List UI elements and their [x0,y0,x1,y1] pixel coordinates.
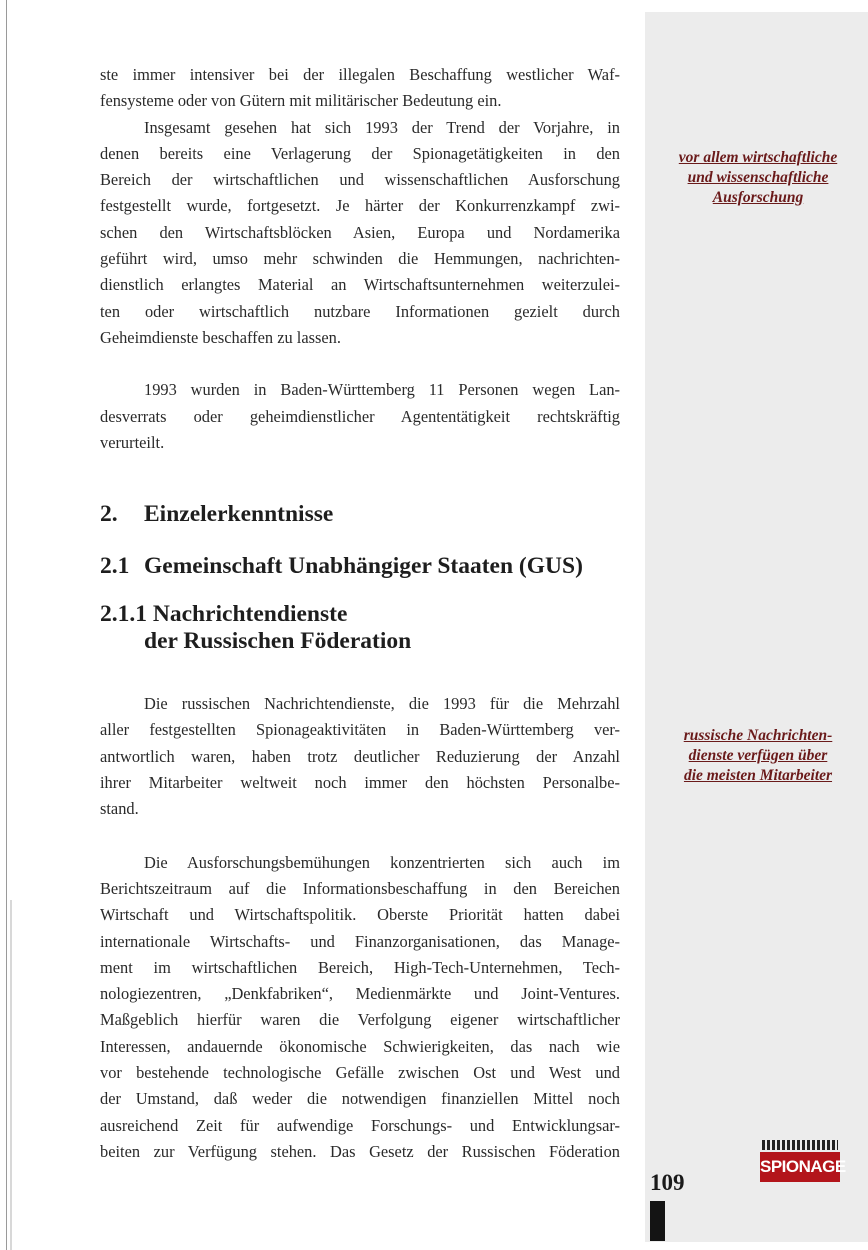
paragraph-4 [100,691,620,822]
text-line: ausreichend Zeit für aufwendige Forschungs- und Entwicklungsar- [100,1115,620,1135]
text-line: vor bestehende technologische Gefälle zwischen Ost und West und [100,1063,620,1083]
heading-2 [100,499,620,529]
heading-number: 2.1.1 [100,601,147,628]
heading-text: Gemeinschaft Unabhängiger Staaten (GUS) [144,553,583,580]
text-line: Wirtschaft und Wirtschaftspolitik. Oberste Priorität hatten dabei [100,905,620,925]
text-line: ten oder wirtschaftlich nutzbare Informationen gezielt durch [100,301,620,321]
text-line: Geheimdienste beschaffen zu lassen. [100,327,341,347]
text-line: denen bereits eine Verlagerung der Spionagetätigkeiten in den [100,143,620,163]
thumb-index-tab [650,1201,665,1241]
margin-note-line: die meisten Mitarbeiter [683,767,833,784]
margin-note-2 [652,726,864,786]
margin-note-line: russische Nachrichten- [683,727,833,744]
text-line: desverrats oder geheimdienstlicher Agententätigkeit rechtskräftig [100,406,620,426]
page-number: 109 [650,1170,685,1195]
text-line: nologiezentren, „Denkfabriken“, Medienmärkte und Joint-Ventures. [100,984,620,1004]
margin-note-line: und wissenschaftliche [687,169,829,186]
section-logo [760,1140,846,1188]
text-line: geführt wird, umso mehr schwinden die Hemmungen, nachrichten- [100,249,620,269]
heading-2-1 [100,551,620,581]
logo-stripe-decoration [762,1140,838,1150]
margin-note-line: vor allem wirtschaftliche [678,149,838,166]
heading-text: Nachrichtendienste [152,601,348,628]
text-line: internationale Wirtschafts- und Finanzorganisationen, das Manage- [100,931,620,951]
text-line: ment im wirtschaftlichen Bereich, High-Tech-Unternehmen, Tech- [100,957,620,977]
margin-note-line: dienste verfügen über [688,747,828,764]
text-line: dienstlich erlangtes Material an Wirtschaftsunternehmen weiterzulei- [100,275,620,295]
page-crease [6,0,7,1250]
margin-note-line: Ausforschung [712,189,804,206]
text-line: Insgesamt gesehen hat sich 1993 der Trend der Vorjahre, in [144,117,620,137]
text-line: festgestellt wurde, fortgesetzt. Je härter der Konkurrenzkampf zwi- [100,196,620,216]
text-line: beiten zur Verfügung stehen. Das Gesetz der Russischen Föderation [100,1141,620,1161]
spionage-logo: SPIONAGE [760,1152,840,1182]
text-line: fensysteme oder von Gütern mit militärischer Bedeutung ein. [100,91,502,111]
text-line: 1993 wurden in Baden-Württemberg 11 Personen wegen Lan- [144,380,620,400]
text-line: verurteilt. [100,432,165,452]
paragraph-3 [100,377,620,456]
paragraph-1 [100,62,620,115]
margin-note-1 [652,148,864,208]
paragraph-2 [100,115,620,352]
heading-text-line2: der Russischen Föderation [144,628,412,655]
main-text-column [100,62,620,1165]
text-line: ste immer intensiver bei der illegalen Beschaffung westlicher Waf- [100,65,620,84]
text-line: antwortlich waren, haben trotz deutlicher Reduzierung der Anzahl [100,746,620,766]
text-line: Berichtszeitraum auf die Informationsbeschaffung in den Bereichen [100,878,620,898]
paragraph-5 [100,850,620,1166]
heading-2-1-1 [100,601,620,655]
heading-text: Einzelerkenntnisse [144,501,334,528]
text-line: aller festgestellten Spionageaktivitäten in Baden-Württemberg ver- [100,720,620,740]
text-line: stand. [100,799,139,819]
text-line: ihrer Mitarbeiter weltweit noch immer den höchsten Personalbe- [100,773,620,793]
text-line: Die russischen Nachrichtendienste, die 1993 für die Mehrzahl [144,694,620,714]
heading-number: 2. [100,501,118,528]
text-line: Die Ausforschungsbemühungen konzentrierten sich auch im [144,852,620,872]
text-line: der Umstand, daß weder die notwendigen finanziellen Mittel noch [100,1089,620,1109]
heading-number: 2.1 [100,553,130,580]
page-shadow [10,900,12,1250]
text-line: Interessen, andauernde ökonomische Schwierigkeiten, das nach wie [100,1036,620,1056]
text-line: Bereich der wirtschaftlichen und wissenschaftlichen Ausforschung [100,170,620,190]
text-line: schen den Wirtschaftsblöcken Asien, Europa und Nordamerika [100,222,620,242]
text-line: Maßgeblich hierfür waren die Verfolgung eigener wirtschaftlicher [100,1010,620,1030]
